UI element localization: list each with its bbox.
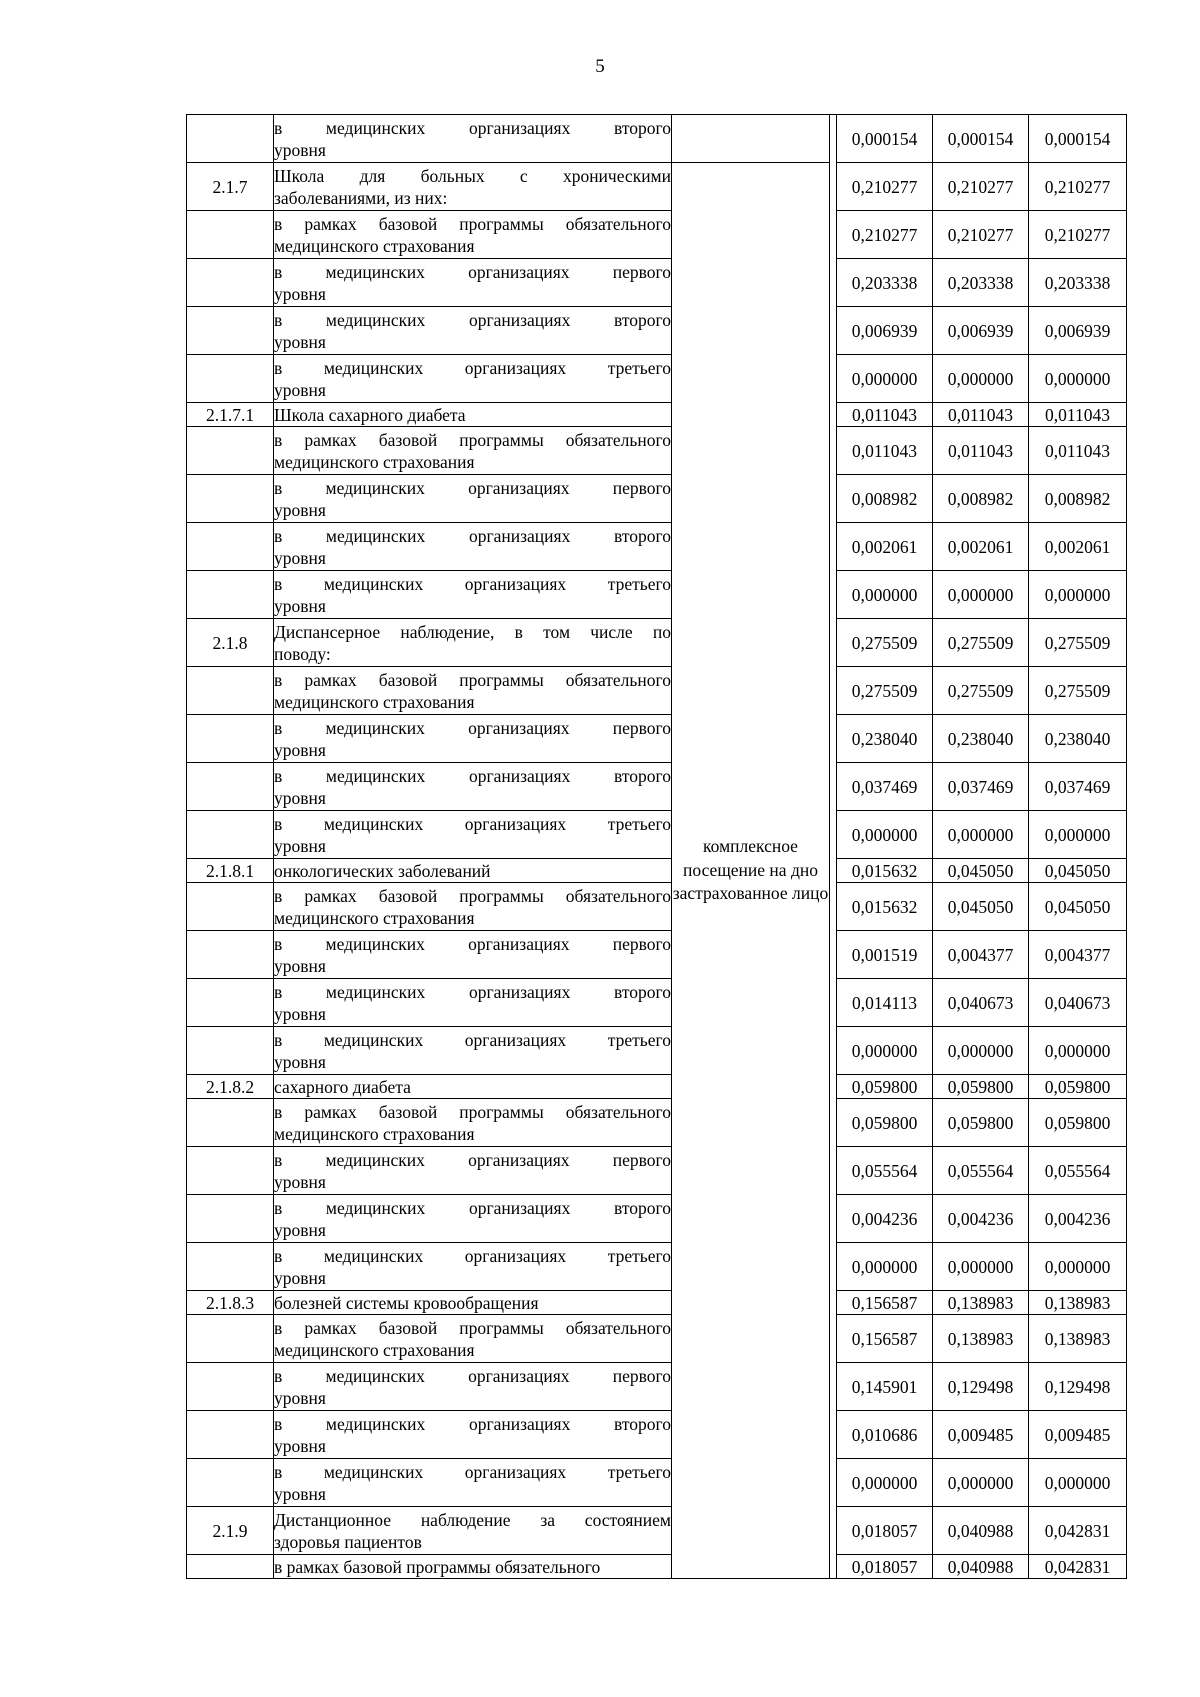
row-name-line: в рамках базовой программы обязательного — [274, 213, 671, 234]
table-row — [187, 1411, 1127, 1459]
row-code — [187, 523, 274, 571]
row-name — [274, 115, 672, 163]
row-name-line: в медицинских организациях первого — [274, 1365, 671, 1386]
value-cell: 0,045050 — [1029, 883, 1127, 931]
table-row — [187, 163, 1127, 211]
value-cell: 0,045050 — [933, 883, 1029, 931]
row-code: 2.1.8.2 — [187, 1075, 274, 1099]
table-row — [187, 667, 1127, 715]
value-cell: 0,000000 — [1029, 1027, 1127, 1075]
row-name — [274, 811, 672, 859]
value-cell: 0,037469 — [837, 763, 933, 811]
value-cell: 0,040988 — [933, 1507, 1029, 1555]
value-cell: 0,037469 — [1029, 763, 1127, 811]
row-name-line: в медицинских организациях первого — [274, 1149, 671, 1170]
value-cell: 0,042831 — [1029, 1555, 1127, 1579]
row-code — [187, 1099, 274, 1147]
value-cell: 0,000000 — [933, 571, 1029, 619]
value-cell: 0,004377 — [933, 931, 1029, 979]
value-cell: 0,006939 — [837, 307, 933, 355]
value-cell: 0,000000 — [1029, 571, 1127, 619]
value-cell: 0,000000 — [933, 1027, 1029, 1075]
table-row — [187, 1363, 1127, 1411]
row-name-line: уровня — [274, 139, 326, 160]
value-cell: 0,040988 — [933, 1555, 1029, 1579]
unit-cell-empty — [672, 115, 830, 163]
value-cell: 0,210277 — [1029, 163, 1127, 211]
row-name-line: Дистанционное наблюдение за состоянием — [274, 1509, 671, 1530]
row-name-line: медицинского страхования — [274, 907, 475, 928]
value-cell: 0,055564 — [837, 1147, 933, 1195]
value-cell: 0,275509 — [837, 667, 933, 715]
value-cell: 0,059800 — [1029, 1099, 1127, 1147]
row-name-line: в медицинских организациях третьего — [274, 1461, 671, 1482]
value-cell: 0,059800 — [933, 1099, 1029, 1147]
row-name — [274, 1027, 672, 1075]
table-row — [187, 883, 1127, 931]
row-name — [274, 1195, 672, 1243]
row-name-line: уровня — [274, 547, 326, 568]
value-cell: 0,000000 — [1029, 355, 1127, 403]
row-code — [187, 259, 274, 307]
value-cell: 0,000000 — [933, 1243, 1029, 1291]
row-name-line: в медицинских организациях второго — [274, 117, 671, 138]
value-cell: 0,129498 — [1029, 1363, 1127, 1411]
indicators-table — [186, 114, 1127, 1579]
value-cell: 0,000000 — [933, 811, 1029, 859]
value-cell: 0,040673 — [1029, 979, 1127, 1027]
value-cell: 0,156587 — [837, 1291, 933, 1315]
value-cell: 0,008982 — [933, 475, 1029, 523]
row-name-line: медицинского страхования — [274, 235, 475, 256]
table-row — [187, 1075, 1127, 1099]
value-cell: 0,145901 — [837, 1363, 933, 1411]
value-cell: 0,000000 — [837, 1027, 933, 1075]
row-code: 2.1.8.1 — [187, 859, 274, 883]
row-name — [274, 1075, 672, 1099]
row-code — [187, 1555, 274, 1579]
value-cell: 0,000154 — [1029, 115, 1127, 163]
row-name — [274, 163, 672, 211]
row-name — [274, 763, 672, 811]
table-row — [187, 619, 1127, 667]
value-cell: 0,000000 — [837, 355, 933, 403]
value-cell: 0,000000 — [933, 1459, 1029, 1507]
value-cell: 0,000000 — [1029, 1243, 1127, 1291]
value-cell: 0,037469 — [933, 763, 1029, 811]
row-code — [187, 763, 274, 811]
row-name-line: в рамках базовой программы обязательного — [274, 1317, 671, 1338]
value-cell: 0,210277 — [933, 211, 1029, 259]
row-code — [187, 931, 274, 979]
row-name-line: в рамках базовой программы обязательного — [274, 1556, 601, 1577]
row-name — [274, 883, 672, 931]
row-name — [274, 931, 672, 979]
row-code — [187, 307, 274, 355]
value-cell: 0,004236 — [1029, 1195, 1127, 1243]
table-row — [187, 1027, 1127, 1075]
value-cell: 0,011043 — [837, 427, 933, 475]
value-cell: 0,000000 — [837, 1243, 933, 1291]
row-name-line: медицинского страхования — [274, 1339, 475, 1360]
row-name-line: уровня — [274, 283, 326, 304]
row-name-line: онкологических заболеваний — [274, 860, 491, 881]
value-cell: 0,138983 — [1029, 1315, 1127, 1363]
row-name — [274, 859, 672, 883]
row-code — [187, 1315, 274, 1363]
value-cell: 0,006939 — [933, 307, 1029, 355]
row-name-line: уровня — [274, 835, 326, 856]
row-name-line: Школа для больных с хроническими — [274, 165, 671, 186]
row-name — [274, 667, 672, 715]
value-cell: 0,059800 — [933, 1075, 1029, 1099]
row-name-line: уровня — [274, 379, 326, 400]
value-cell: 0,000000 — [1029, 811, 1127, 859]
value-cell: 0,040673 — [933, 979, 1029, 1027]
row-name-line: уровня — [274, 1171, 326, 1192]
row-name-line: в медицинских организациях первого — [274, 261, 671, 282]
table-row — [187, 715, 1127, 763]
table-row — [187, 931, 1127, 979]
row-name-line: уровня — [274, 595, 326, 616]
row-name-line: в медицинских организациях второго — [274, 981, 671, 1002]
value-cell: 0,018057 — [837, 1507, 933, 1555]
row-name — [274, 1363, 672, 1411]
value-cell: 0,011043 — [933, 403, 1029, 427]
row-code: 2.1.7.1 — [187, 403, 274, 427]
row-name-line: в рамках базовой программы обязательного — [274, 1101, 671, 1122]
row-name — [274, 403, 672, 427]
row-code — [187, 475, 274, 523]
row-code — [187, 811, 274, 859]
row-code — [187, 211, 274, 259]
value-cell: 0,015632 — [837, 883, 933, 931]
value-cell: 0,000000 — [837, 811, 933, 859]
value-cell: 0,138983 — [933, 1291, 1029, 1315]
row-code — [187, 115, 274, 163]
row-name-line: в медицинских организациях третьего — [274, 813, 671, 834]
row-code — [187, 1027, 274, 1075]
row-name-line: сахарного диабета — [274, 1076, 411, 1097]
value-cell: 0,008982 — [837, 475, 933, 523]
row-name — [274, 1459, 672, 1507]
table-row — [187, 427, 1127, 475]
row-name-line: в медицинских организациях первого — [274, 477, 671, 498]
value-cell: 0,129498 — [933, 1363, 1029, 1411]
row-name — [274, 1315, 672, 1363]
row-name — [274, 1411, 672, 1459]
row-code — [187, 427, 274, 475]
value-cell: 0,156587 — [837, 1315, 933, 1363]
row-name-line: в медицинских организациях второго — [274, 1413, 671, 1434]
row-code: 2.1.8 — [187, 619, 274, 667]
value-cell: 0,238040 — [933, 715, 1029, 763]
row-name — [274, 1099, 672, 1147]
value-cell: 0,238040 — [1029, 715, 1127, 763]
row-code — [187, 355, 274, 403]
table-row — [187, 1555, 1127, 1579]
row-name — [274, 1147, 672, 1195]
row-name-line: в медицинских организациях второго — [274, 525, 671, 546]
row-name-line: уровня — [274, 1435, 326, 1456]
row-name-line: в медицинских организациях третьего — [274, 1029, 671, 1050]
row-name-line: в медицинских организациях третьего — [274, 357, 671, 378]
value-cell: 0,138983 — [933, 1315, 1029, 1363]
table-row — [187, 1099, 1127, 1147]
value-cell: 0,045050 — [933, 859, 1029, 883]
unit-of-measure: комплексное посещение на дно застрахованное лицо — [672, 163, 830, 1579]
row-name-line: Школа сахарного диабета — [274, 404, 466, 425]
table-row — [187, 475, 1127, 523]
value-cell: 0,210277 — [933, 163, 1029, 211]
row-name — [274, 427, 672, 475]
table-row — [187, 1459, 1127, 1507]
row-name-line: уровня — [274, 1483, 326, 1504]
row-name — [274, 523, 672, 571]
table-row — [187, 1315, 1127, 1363]
row-code — [187, 1147, 274, 1195]
row-name-line: в рамках базовой программы обязательного — [274, 669, 671, 690]
row-name — [274, 1507, 672, 1555]
row-name-line: в медицинских организациях второго — [274, 309, 671, 330]
row-name-line: поводу: — [274, 643, 331, 664]
value-cell: 0,045050 — [1029, 859, 1127, 883]
row-name-line: в медицинских организациях второго — [274, 1197, 671, 1218]
value-cell: 0,238040 — [837, 715, 933, 763]
row-code — [187, 1243, 274, 1291]
row-code — [187, 571, 274, 619]
row-code — [187, 883, 274, 931]
row-code — [187, 1411, 274, 1459]
value-cell: 0,203338 — [837, 259, 933, 307]
row-code — [187, 1363, 274, 1411]
row-code: 2.1.8.3 — [187, 1291, 274, 1315]
row-name — [274, 355, 672, 403]
table-row — [187, 1291, 1127, 1315]
value-cell: 0,011043 — [1029, 427, 1127, 475]
row-name-line: медицинского страхования — [274, 691, 475, 712]
value-cell: 0,004236 — [837, 1195, 933, 1243]
row-name-line: здоровья пациентов — [274, 1531, 422, 1552]
table-row — [187, 1195, 1127, 1243]
row-name — [274, 619, 672, 667]
value-cell: 0,000000 — [933, 355, 1029, 403]
value-cell: 0,275509 — [1029, 619, 1127, 667]
value-cell: 0,210277 — [837, 163, 933, 211]
row-name-line: в медицинских организациях третьего — [274, 1245, 671, 1266]
value-cell: 0,000154 — [837, 115, 933, 163]
table-row — [187, 403, 1127, 427]
value-cell: 0,002061 — [933, 523, 1029, 571]
table-row — [187, 115, 1127, 163]
value-cell: 0,009485 — [933, 1411, 1029, 1459]
value-cell: 0,275509 — [1029, 667, 1127, 715]
table-row — [187, 571, 1127, 619]
row-name — [274, 979, 672, 1027]
value-cell: 0,008982 — [1029, 475, 1127, 523]
row-name — [274, 1555, 672, 1579]
value-cell: 0,004377 — [1029, 931, 1127, 979]
value-cell: 0,275509 — [837, 619, 933, 667]
table-row — [187, 307, 1127, 355]
row-name-line: уровня — [274, 1219, 326, 1240]
row-name — [274, 715, 672, 763]
table-row — [187, 1243, 1127, 1291]
value-cell: 0,015632 — [837, 859, 933, 883]
value-cell: 0,210277 — [837, 211, 933, 259]
row-name-line: в рамках базовой программы обязательного — [274, 885, 671, 906]
row-name-line: медицинского страхования — [274, 451, 475, 472]
row-name — [274, 259, 672, 307]
row-name-line: уровня — [274, 1051, 326, 1072]
table-row — [187, 1507, 1127, 1555]
value-cell: 0,138983 — [1029, 1291, 1127, 1315]
row-code: 2.1.7 — [187, 163, 274, 211]
row-code: 2.1.9 — [187, 1507, 274, 1555]
row-name — [274, 571, 672, 619]
value-cell: 0,014113 — [837, 979, 933, 1027]
value-cell: 0,000000 — [837, 1459, 933, 1507]
value-cell: 0,059800 — [837, 1075, 933, 1099]
row-name-line: уровня — [274, 955, 326, 976]
row-name-line: уровня — [274, 331, 326, 352]
page-number: 5 — [595, 56, 605, 77]
value-cell: 0,210277 — [1029, 211, 1127, 259]
value-cell: 0,004236 — [933, 1195, 1029, 1243]
row-name-line: уровня — [274, 1387, 326, 1408]
row-name-line: в медицинских организациях первого — [274, 933, 671, 954]
row-code — [187, 715, 274, 763]
row-name — [274, 211, 672, 259]
value-cell: 0,011043 — [837, 403, 933, 427]
value-cell: 0,000000 — [837, 571, 933, 619]
value-cell: 0,059800 — [837, 1099, 933, 1147]
row-name-line: уровня — [274, 1267, 326, 1288]
table-body — [187, 115, 1127, 1579]
row-code — [187, 979, 274, 1027]
value-cell: 0,011043 — [1029, 403, 1127, 427]
value-cell: 0,018057 — [837, 1555, 933, 1579]
value-cell: 0,000154 — [933, 115, 1029, 163]
table-row — [187, 763, 1127, 811]
table-row — [187, 355, 1127, 403]
row-name-line: в медицинских организациях третьего — [274, 573, 671, 594]
table-row — [187, 259, 1127, 307]
value-cell: 0,059800 — [1029, 1075, 1127, 1099]
row-name-line: в медицинских организациях второго — [274, 765, 671, 786]
table-row — [187, 859, 1127, 883]
row-name — [274, 475, 672, 523]
row-name-line: медицинского страхования — [274, 1123, 475, 1144]
value-cell: 0,006939 — [1029, 307, 1127, 355]
column-gap — [830, 115, 837, 1579]
row-name-line: уровня — [274, 787, 326, 808]
value-cell: 0,002061 — [1029, 523, 1127, 571]
table-row — [187, 523, 1127, 571]
row-code — [187, 1459, 274, 1507]
value-cell: 0,203338 — [1029, 259, 1127, 307]
value-cell: 0,009485 — [1029, 1411, 1127, 1459]
row-name-line: заболеваниями, из них: — [274, 187, 448, 208]
value-cell: 0,203338 — [933, 259, 1029, 307]
table-row — [187, 979, 1127, 1027]
row-name-line: Диспансерное наблюдение, в том числе по — [274, 621, 671, 642]
table-row — [187, 211, 1127, 259]
row-code — [187, 1195, 274, 1243]
value-cell: 0,001519 — [837, 931, 933, 979]
value-cell: 0,055564 — [933, 1147, 1029, 1195]
row-code — [187, 667, 274, 715]
row-name-line: болезней системы кровообращения — [274, 1292, 539, 1313]
value-cell: 0,042831 — [1029, 1507, 1127, 1555]
row-name — [274, 307, 672, 355]
value-cell: 0,000000 — [1029, 1459, 1127, 1507]
table-row — [187, 1147, 1127, 1195]
table-row — [187, 811, 1127, 859]
value-cell: 0,011043 — [933, 427, 1029, 475]
row-name-line: уровня — [274, 499, 326, 520]
row-name-line: в медицинских организациях первого — [274, 717, 671, 738]
value-cell: 0,275509 — [933, 619, 1029, 667]
row-name — [274, 1243, 672, 1291]
value-cell: 0,055564 — [1029, 1147, 1127, 1195]
value-cell: 0,275509 — [933, 667, 1029, 715]
row-name-line: уровня — [274, 739, 326, 760]
row-name — [274, 1291, 672, 1315]
value-cell: 0,010686 — [837, 1411, 933, 1459]
row-name-line: в рамках базовой программы обязательного — [274, 429, 671, 450]
row-name-line: уровня — [274, 1003, 326, 1024]
value-cell: 0,002061 — [837, 523, 933, 571]
